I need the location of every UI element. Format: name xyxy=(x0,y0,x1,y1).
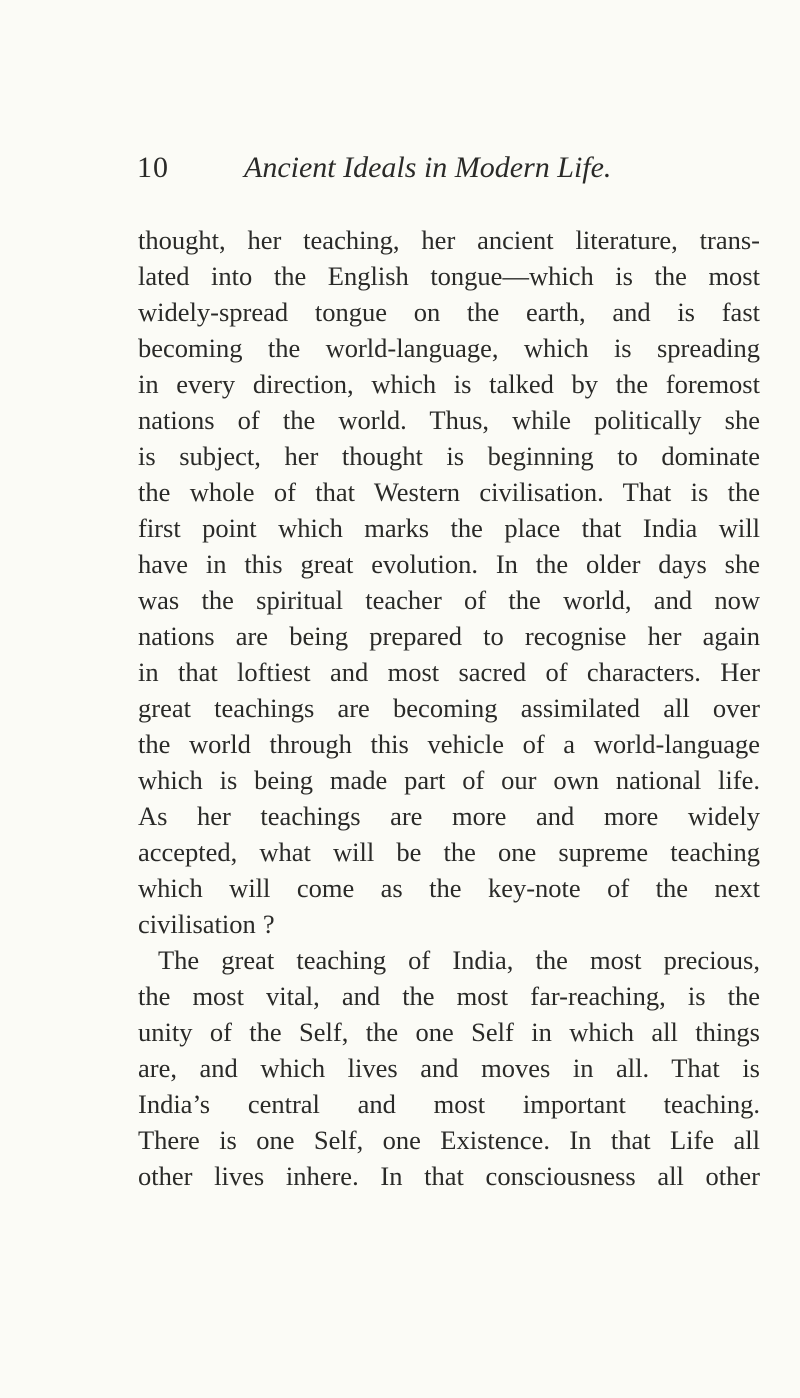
text-line: accepted, what will be the one supreme teaching xyxy=(138,837,760,867)
text-line: the world through this vehicle of a world-language xyxy=(138,729,760,759)
text-line: in every direction, which is talked by the foremost xyxy=(138,369,760,399)
text-line: in that loftiest and most sacred of characters. Her xyxy=(138,657,760,687)
text-line: which will come as the key-note of the next xyxy=(138,873,760,903)
page-number: 10 xyxy=(137,151,169,184)
text-line: the whole of that Western civilisation. That is the xyxy=(138,477,760,507)
text-line: widely-spread tongue on the earth, and is fast xyxy=(138,297,760,327)
text-line: first point which marks the place that India will xyxy=(138,513,760,543)
text-line: There is one Self, one Existence. In that Life all xyxy=(138,1125,760,1155)
running-head xyxy=(137,148,757,188)
text-line: the most vital, and the most far-reaching, is the xyxy=(138,981,760,1011)
text-line: is subject, her thought is beginning to dominate xyxy=(138,441,760,471)
text-line: was the spiritual teacher of the world, and now xyxy=(138,585,760,615)
text-line: lated into the English tongue—which is the most xyxy=(138,261,760,291)
text-line: great teachings are becoming assimilated all over xyxy=(138,693,760,723)
text-line: nations of the world. Thus, while politically she xyxy=(138,405,760,435)
text-line: thought, her teaching, her ancient literature, trans- xyxy=(138,225,760,255)
text-line: becoming the world-language, which is spreading xyxy=(138,333,760,363)
text-line: other lives inhere. In that consciousness all other xyxy=(138,1161,760,1191)
running-title: Ancient Ideals in Modern Life. xyxy=(244,151,612,184)
body-text xyxy=(138,222,760,1194)
text-line: which is being made part of our own national life. xyxy=(138,765,760,795)
text-line: are, and which lives and moves in all. That is xyxy=(138,1053,760,1083)
text-line: India’s central and most important teaching. xyxy=(138,1089,760,1119)
text-line: The great teaching of India, the most precious, xyxy=(158,945,760,975)
text-line: nations are being prepared to recognise her again xyxy=(138,621,760,651)
text-line: civilisation ? xyxy=(138,909,275,939)
text-line: As her teachings are more and more widely xyxy=(138,801,760,831)
text-line: unity of the Self, the one Self in which all things xyxy=(138,1017,760,1047)
text-line: have in this great evolution. In the older days she xyxy=(138,549,760,579)
